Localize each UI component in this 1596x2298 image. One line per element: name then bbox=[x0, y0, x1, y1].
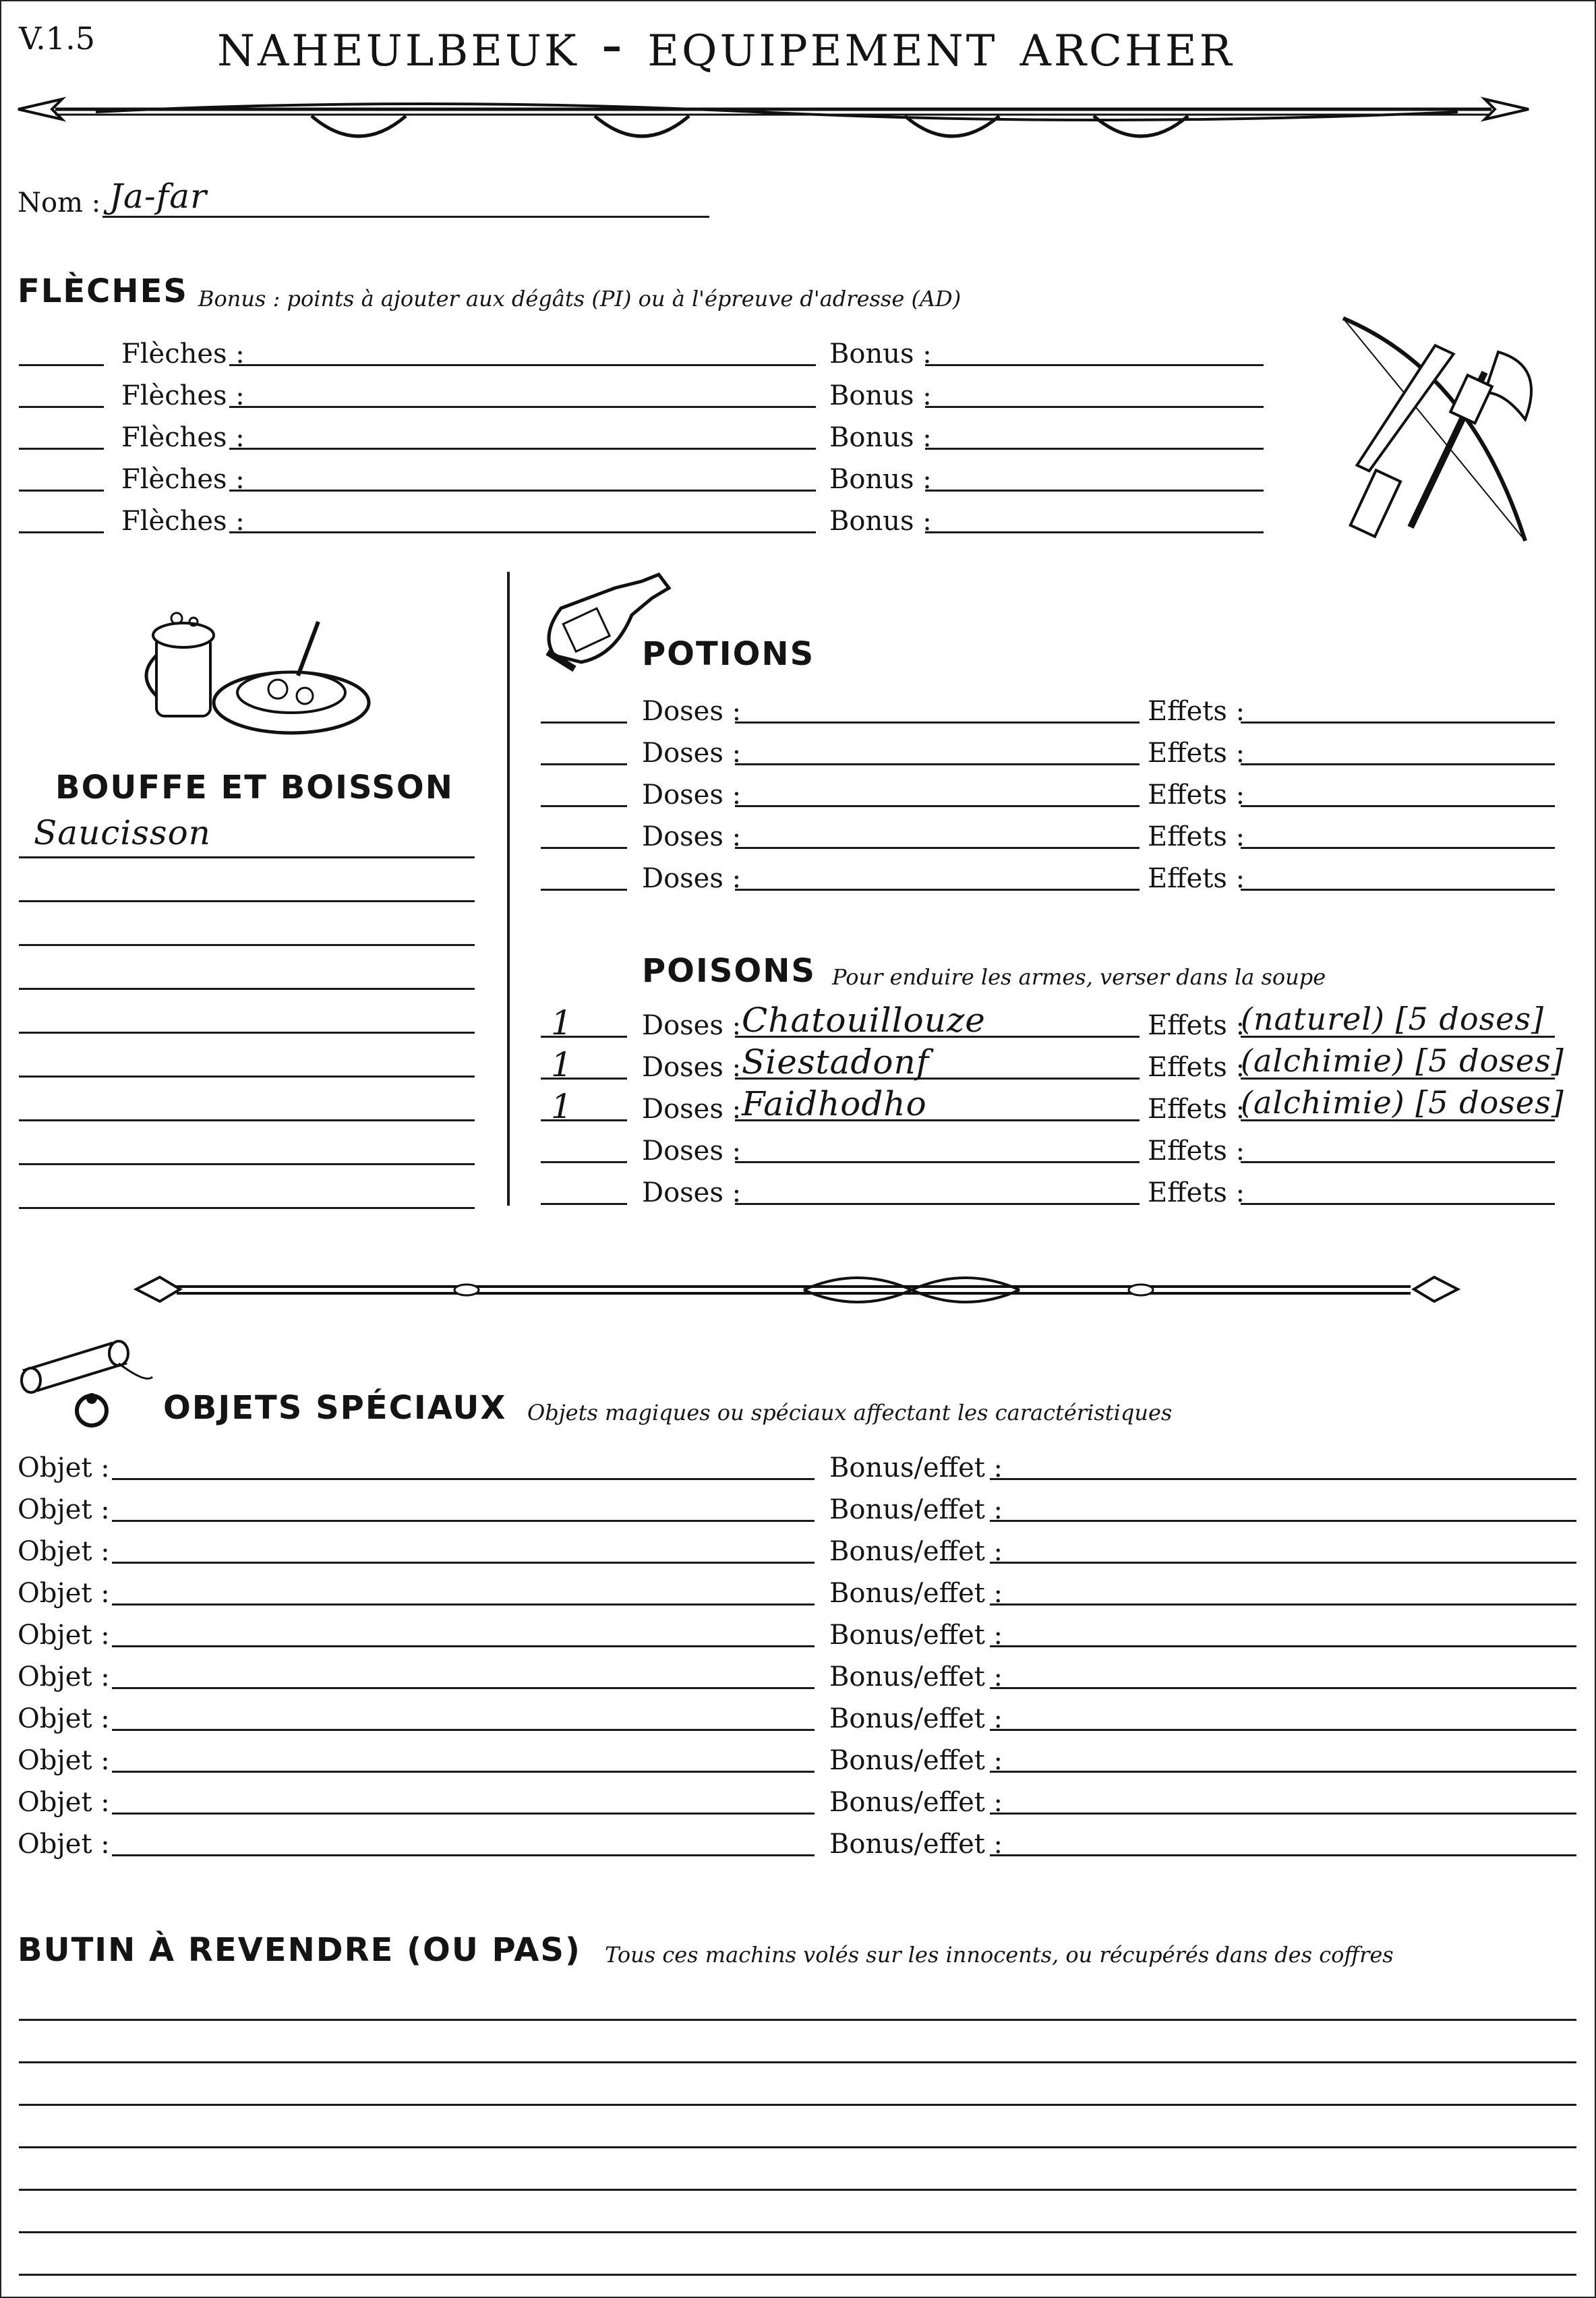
objet-bonus-line[interactable] bbox=[990, 1813, 1576, 1815]
objet-name-line[interactable] bbox=[112, 1771, 815, 1773]
fleches-label: Flèches : bbox=[121, 506, 245, 537]
fleches-bonus-label: Bonus : bbox=[829, 338, 932, 370]
objet-label: Objet : bbox=[18, 1661, 110, 1692]
objet-name-line[interactable] bbox=[112, 1478, 815, 1480]
fleches-bonus-line[interactable] bbox=[925, 364, 1264, 366]
fleches-qty-line[interactable] bbox=[19, 406, 104, 408]
objet-name-line[interactable] bbox=[112, 1603, 815, 1605]
objet-name-line[interactable] bbox=[112, 1562, 815, 1564]
poisons-title: POISONS bbox=[642, 952, 816, 990]
objet-label: Objet : bbox=[18, 1703, 110, 1734]
objet-bonus-label: Bonus/effet : bbox=[829, 1620, 1003, 1651]
poisons-effet[interactable]: (alchimie) [5 doses] bbox=[1241, 1042, 1564, 1079]
objet-bonus-label: Bonus/effet : bbox=[829, 1452, 1003, 1483]
objet-bonus-label: Bonus/effet : bbox=[829, 1536, 1003, 1567]
bouffe-title: BOUFFE ET BOISSON bbox=[55, 769, 454, 806]
objet-bonus-line[interactable] bbox=[990, 1687, 1576, 1689]
potions-doses-label: Doses : bbox=[642, 863, 742, 894]
butin-line[interactable] bbox=[19, 2061, 1576, 2063]
objet-name-line[interactable] bbox=[112, 1687, 815, 1689]
potions-qty-line[interactable] bbox=[541, 721, 627, 724]
bouffe-line[interactable] bbox=[19, 1163, 475, 1165]
poisons-doses-label: Doses : bbox=[642, 1094, 742, 1125]
fleches-qty-line[interactable] bbox=[19, 490, 104, 492]
staff-divider-illustration bbox=[129, 1262, 1465, 1316]
objet-bonus-line[interactable] bbox=[990, 1520, 1576, 1522]
poisons-name-line[interactable] bbox=[735, 1161, 1140, 1163]
objet-name-line[interactable] bbox=[112, 1729, 815, 1731]
poisons-effet-line[interactable] bbox=[1241, 1161, 1555, 1163]
butin-line[interactable] bbox=[19, 2146, 1576, 2148]
potions-effet-line[interactable] bbox=[1241, 847, 1555, 849]
nom-field-line[interactable] bbox=[102, 216, 709, 218]
fleches-label: Flèches : bbox=[121, 464, 245, 495]
fleches-name-line[interactable] bbox=[229, 406, 816, 408]
poisons-effets-label: Effets : bbox=[1148, 1010, 1245, 1041]
butin-line[interactable] bbox=[19, 2274, 1576, 2276]
objet-bonus-label: Bonus/effet : bbox=[829, 1661, 1003, 1692]
poisons-name-line[interactable] bbox=[735, 1203, 1140, 1205]
objet-label: Objet : bbox=[18, 1620, 110, 1651]
poisons-qty[interactable]: 1 bbox=[551, 1045, 573, 1084]
potions-effets-label: Effets : bbox=[1148, 696, 1245, 727]
potions-title: POTIONS bbox=[642, 635, 815, 673]
bouffe-line[interactable] bbox=[19, 1119, 475, 1121]
potions-effets-label: Effets : bbox=[1148, 779, 1245, 811]
poisons-doses-label: Doses : bbox=[642, 1136, 742, 1167]
bouffe-line[interactable] bbox=[19, 1207, 475, 1209]
potions-doses-label: Doses : bbox=[642, 821, 742, 852]
fleches-name-line[interactable] bbox=[229, 490, 816, 492]
poisons-doses-label: Doses : bbox=[642, 1010, 742, 1041]
objet-bonus-line[interactable] bbox=[990, 1771, 1576, 1773]
fleches-name-line[interactable] bbox=[229, 531, 816, 533]
objet-bonus-line[interactable] bbox=[990, 1478, 1576, 1480]
objet-label: Objet : bbox=[18, 1829, 110, 1860]
fleches-bonus-label: Bonus : bbox=[829, 422, 932, 453]
fleches-qty-line[interactable] bbox=[19, 448, 104, 450]
fleches-qty-line[interactable] bbox=[19, 364, 104, 366]
poisons-note: Pour enduire les armes, verser dans la soupe bbox=[832, 964, 1326, 990]
potions-qty-line[interactable] bbox=[541, 805, 627, 807]
fleches-label: Flèches : bbox=[121, 380, 245, 411]
objet-bonus-label: Bonus/effet : bbox=[829, 1494, 1003, 1525]
potions-name-line[interactable] bbox=[735, 847, 1140, 849]
potions-doses-label: Doses : bbox=[642, 738, 742, 769]
fleches-qty-line[interactable] bbox=[19, 531, 104, 533]
fleches-bonus-label: Bonus : bbox=[829, 380, 932, 411]
potions-name-line[interactable] bbox=[735, 889, 1140, 891]
weapons-illustration bbox=[1323, 312, 1566, 554]
poisons-effets-label: Effets : bbox=[1148, 1052, 1245, 1083]
objet-bonus-label: Bonus/effet : bbox=[829, 1703, 1003, 1734]
fleches-bonus-label: Bonus : bbox=[829, 464, 932, 495]
potions-qty-line[interactable] bbox=[541, 763, 627, 765]
bouffe-line[interactable] bbox=[19, 1076, 475, 1078]
butin-note: Tous ces machins volés sur les innocents, ou récupérés dans des coffres bbox=[605, 1942, 1394, 1968]
objet-bonus-line[interactable] bbox=[990, 1562, 1576, 1564]
fleches-bonus-line[interactable] bbox=[925, 448, 1264, 450]
potions-effet-line[interactable] bbox=[1241, 805, 1555, 807]
version-label: V.1.5 bbox=[19, 20, 95, 57]
poisons-effets-label: Effets : bbox=[1148, 1094, 1245, 1125]
butin-line[interactable] bbox=[19, 2189, 1576, 2191]
potions-qty-line[interactable] bbox=[541, 889, 627, 891]
bouffe-line[interactable] bbox=[19, 944, 475, 946]
bouffe-line[interactable] bbox=[19, 900, 475, 902]
poisons-effet[interactable]: (alchimie) [5 doses] bbox=[1241, 1084, 1564, 1121]
butin-line[interactable] bbox=[19, 2104, 1576, 2106]
bouffe-line[interactable] bbox=[19, 1032, 475, 1034]
fleches-title: FLÈCHES bbox=[18, 272, 188, 310]
food-drink-illustration bbox=[143, 608, 372, 736]
potions-doses-label: Doses : bbox=[642, 696, 742, 727]
fleches-bonus-label: Bonus : bbox=[829, 506, 932, 537]
poisons-name[interactable]: Chatouillouze bbox=[742, 1001, 986, 1040]
nom-value[interactable]: Ja-far bbox=[109, 177, 207, 216]
poisons-effet-line[interactable] bbox=[1241, 1203, 1555, 1205]
objet-label: Objet : bbox=[18, 1452, 110, 1483]
potions-effet-line[interactable] bbox=[1241, 889, 1555, 891]
objet-bonus-label: Bonus/effet : bbox=[829, 1745, 1003, 1776]
objet-bonus-line[interactable] bbox=[990, 1854, 1576, 1856]
poisons-qty-line[interactable] bbox=[541, 1161, 627, 1163]
butin-line[interactable] bbox=[19, 2231, 1576, 2233]
butin-title: BUTIN À REVENDRE (OU PAS) bbox=[18, 1931, 581, 1969]
objet-name-line[interactable] bbox=[112, 1813, 815, 1815]
objet-name-line[interactable] bbox=[112, 1854, 815, 1856]
poisons-name[interactable]: Siestadonf bbox=[742, 1042, 930, 1082]
fleches-label: Flèches : bbox=[121, 422, 245, 453]
scroll-ring-illustration bbox=[18, 1336, 159, 1431]
poisons-doses-label: Doses : bbox=[642, 1177, 742, 1208]
objet-label: Objet : bbox=[18, 1787, 110, 1818]
objet-name-line[interactable] bbox=[112, 1520, 815, 1522]
fleches-label: Flèches : bbox=[121, 338, 245, 370]
poisons-name[interactable]: Faidhodho bbox=[742, 1084, 927, 1123]
bouffe-line[interactable] bbox=[19, 988, 475, 990]
objet-label: Objet : bbox=[18, 1578, 110, 1609]
objet-label: Objet : bbox=[18, 1536, 110, 1567]
fleches-note: Bonus : points à ajouter aux dégâts (PI) ou à l'épreuve d'adresse (AD) bbox=[198, 286, 962, 312]
fleches-bonus-line[interactable] bbox=[925, 406, 1264, 408]
potions-name-line[interactable] bbox=[735, 721, 1140, 724]
potions-effet-line[interactable] bbox=[1241, 763, 1555, 765]
potions-effets-label: Effets : bbox=[1148, 738, 1245, 769]
objet-bonus-line[interactable] bbox=[990, 1603, 1576, 1605]
potions-effets-label: Effets : bbox=[1148, 863, 1245, 894]
bouffe-line[interactable] bbox=[19, 856, 475, 858]
poisons-qty[interactable]: 1 bbox=[551, 1087, 573, 1126]
objet-bonus-line[interactable] bbox=[990, 1645, 1576, 1647]
bow-arrow-divider-illustration bbox=[15, 82, 1532, 156]
potions-effets-label: Effets : bbox=[1148, 821, 1245, 852]
potions-name-line[interactable] bbox=[735, 805, 1140, 807]
fleches-bonus-line[interactable] bbox=[925, 531, 1264, 533]
poisons-doses-label: Doses : bbox=[642, 1052, 742, 1083]
poisons-qty-line[interactable] bbox=[541, 1203, 627, 1205]
objet-label: Objet : bbox=[18, 1745, 110, 1776]
fleches-name-line[interactable] bbox=[229, 364, 816, 366]
objet-bonus-label: Bonus/effet : bbox=[829, 1578, 1003, 1609]
poisons-effets-label: Effets : bbox=[1148, 1177, 1245, 1208]
potions-qty-line[interactable] bbox=[541, 847, 627, 849]
poisons-effets-label: Effets : bbox=[1148, 1136, 1245, 1167]
nom-label: Nom : bbox=[18, 187, 101, 218]
potions-name-line[interactable] bbox=[735, 763, 1140, 765]
page-title: naheulbeuk - equipement archer bbox=[217, 8, 1235, 80]
fleches-bonus-line[interactable] bbox=[925, 490, 1264, 492]
objets-title: OBJETS SPÉCIAUX bbox=[163, 1389, 507, 1427]
objet-bonus-label: Bonus/effet : bbox=[829, 1829, 1003, 1860]
poisons-qty[interactable]: 1 bbox=[551, 1003, 573, 1042]
objet-bonus-label: Bonus/effet : bbox=[829, 1787, 1003, 1818]
bouffe-item[interactable]: Saucisson bbox=[34, 813, 211, 852]
objet-name-line[interactable] bbox=[112, 1645, 815, 1647]
column-separator bbox=[507, 572, 510, 1206]
objet-bonus-line[interactable] bbox=[990, 1729, 1576, 1731]
potions-effet-line[interactable] bbox=[1241, 721, 1555, 724]
objets-note: Objets magiques ou spéciaux affectant les caractéristiques bbox=[527, 1400, 1173, 1425]
poisons-effet[interactable]: (naturel) [5 doses] bbox=[1241, 1001, 1544, 1037]
objet-label: Objet : bbox=[18, 1494, 110, 1525]
potions-doses-label: Doses : bbox=[642, 779, 742, 811]
butin-line[interactable] bbox=[19, 2019, 1576, 2021]
fleches-name-line[interactable] bbox=[229, 448, 816, 450]
